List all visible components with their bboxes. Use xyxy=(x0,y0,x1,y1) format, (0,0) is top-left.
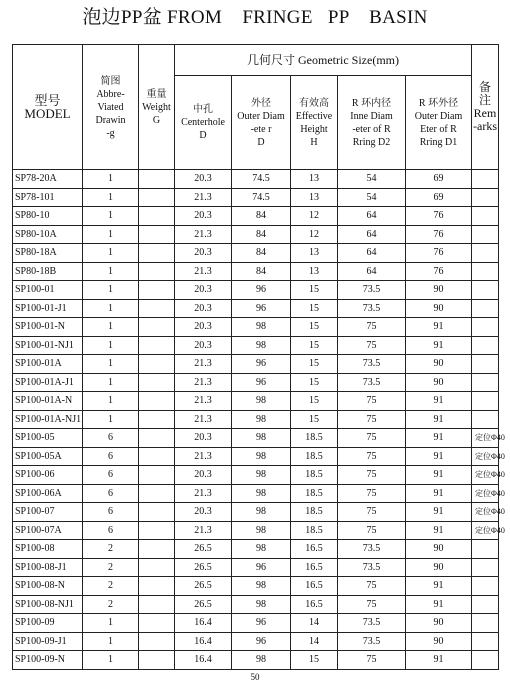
cell-model: SP100-07A xyxy=(13,521,83,540)
cell-r-ring-inner: 75 xyxy=(338,447,406,466)
cell-drawing: 1 xyxy=(83,262,139,281)
cell-effective-height: 12 xyxy=(291,207,338,226)
page-title: 泡边PP盆 FROM FRINGE PP BASIN xyxy=(82,7,428,28)
cell-r-ring-outer: 91 xyxy=(406,318,472,337)
cell-drawing: 6 xyxy=(83,521,139,540)
cell-outer-diameter: 98 xyxy=(232,392,291,411)
cell-centerhole: 26.5 xyxy=(175,577,232,596)
cell-r-ring-inner: 64 xyxy=(338,244,406,263)
cell-weight xyxy=(139,244,175,263)
cell-weight xyxy=(139,225,175,244)
cell-remarks xyxy=(472,632,499,651)
table-row xyxy=(13,447,499,466)
cell-outer-diameter: 98 xyxy=(232,503,291,522)
table-row xyxy=(13,262,499,281)
cell-drawing: 1 xyxy=(83,410,139,429)
table-row xyxy=(13,558,499,577)
cell-r-ring-inner: 75 xyxy=(338,318,406,337)
cell-remarks xyxy=(472,540,499,559)
cell-outer-diameter: 96 xyxy=(232,281,291,300)
cell-outer-diameter: 96 xyxy=(232,373,291,392)
cell-centerhole: 21.3 xyxy=(175,484,232,503)
cell-centerhole: 16.4 xyxy=(175,651,232,670)
header-model: 型号 MODEL xyxy=(13,45,83,170)
cell-effective-height: 15 xyxy=(291,392,338,411)
cell-outer-diameter: 74.5 xyxy=(232,188,291,207)
cell-centerhole: 20.3 xyxy=(175,429,232,448)
cell-drawing: 1 xyxy=(83,336,139,355)
cell-remarks: 定位Φ40 xyxy=(472,503,499,522)
cell-centerhole: 20.3 xyxy=(175,503,232,522)
table-row xyxy=(13,336,499,355)
cell-drawing: 1 xyxy=(83,318,139,337)
cell-effective-height: 13 xyxy=(291,188,338,207)
cell-outer-diameter: 98 xyxy=(232,447,291,466)
cell-centerhole: 20.3 xyxy=(175,244,232,263)
header-effective-height: 有效高 Effective Height H xyxy=(291,76,338,170)
cell-effective-height: 15 xyxy=(291,410,338,429)
cell-model: SP100-01-N xyxy=(13,318,83,337)
spec-table xyxy=(12,44,505,670)
cell-remarks xyxy=(472,373,499,392)
cell-remarks xyxy=(472,651,499,670)
cell-r-ring-inner: 73.5 xyxy=(338,281,406,300)
cell-r-ring-inner: 75 xyxy=(338,484,406,503)
cell-drawing: 2 xyxy=(83,595,139,614)
cell-r-ring-outer: 90 xyxy=(406,558,472,577)
cell-model: SP100-08 xyxy=(13,540,83,559)
cell-r-ring-inner: 54 xyxy=(338,188,406,207)
cell-r-ring-outer: 90 xyxy=(406,614,472,633)
cell-outer-diameter: 96 xyxy=(232,299,291,318)
cell-model: SP100-09-N xyxy=(13,651,83,670)
cell-r-ring-outer: 76 xyxy=(406,207,472,226)
cell-weight xyxy=(139,336,175,355)
cell-weight xyxy=(139,577,175,596)
cell-remarks: 定位Φ40 xyxy=(472,429,499,448)
cell-r-ring-outer: 90 xyxy=(406,632,472,651)
cell-r-ring-outer: 91 xyxy=(406,484,472,503)
header-r-ring-outer: R 环外径 Outer Diam Eter of R Rring D1 xyxy=(406,76,472,170)
cell-r-ring-inner: 73.5 xyxy=(338,558,406,577)
cell-centerhole: 21.3 xyxy=(175,392,232,411)
cell-r-ring-inner: 54 xyxy=(338,170,406,189)
cell-r-ring-outer: 91 xyxy=(406,577,472,596)
cell-remarks: 定位Φ40 xyxy=(472,521,499,540)
cell-remarks: 定位Φ40 xyxy=(472,447,499,466)
cell-drawing: 1 xyxy=(83,392,139,411)
cell-r-ring-inner: 75 xyxy=(338,466,406,485)
cell-outer-diameter: 96 xyxy=(232,614,291,633)
cell-r-ring-outer: 91 xyxy=(406,466,472,485)
table-row xyxy=(13,503,499,522)
table-row xyxy=(13,170,499,189)
cell-model: SP100-07 xyxy=(13,503,83,522)
cell-r-ring-outer: 90 xyxy=(406,281,472,300)
header-r-ring-inner: R 环内径 Inne Diam -eter of R Rring D2 xyxy=(338,76,406,170)
cell-r-ring-inner: 75 xyxy=(338,336,406,355)
cell-remarks xyxy=(472,207,499,226)
header-geometric-size: 几何尺寸 Geometric Size(mm) xyxy=(175,45,472,76)
cell-model: SP80-18A xyxy=(13,244,83,263)
cell-drawing: 1 xyxy=(83,299,139,318)
cell-centerhole: 20.3 xyxy=(175,336,232,355)
cell-drawing: 2 xyxy=(83,558,139,577)
cell-weight xyxy=(139,447,175,466)
table-row xyxy=(13,373,499,392)
cell-centerhole: 20.3 xyxy=(175,281,232,300)
cell-weight xyxy=(139,373,175,392)
cell-weight xyxy=(139,614,175,633)
cell-r-ring-outer: 91 xyxy=(406,410,472,429)
cell-model: SP78-20A xyxy=(13,170,83,189)
cell-r-ring-inner: 64 xyxy=(338,207,406,226)
cell-remarks xyxy=(472,262,499,281)
cell-r-ring-inner: 75 xyxy=(338,503,406,522)
cell-outer-diameter: 98 xyxy=(232,318,291,337)
cell-r-ring-outer: 69 xyxy=(406,188,472,207)
cell-outer-diameter: 84 xyxy=(232,244,291,263)
cell-weight xyxy=(139,318,175,337)
cell-centerhole: 21.3 xyxy=(175,410,232,429)
cell-drawing: 6 xyxy=(83,466,139,485)
table-row xyxy=(13,429,499,448)
cell-outer-diameter: 98 xyxy=(232,595,291,614)
cell-centerhole: 20.3 xyxy=(175,318,232,337)
cell-drawing: 6 xyxy=(83,484,139,503)
cell-weight xyxy=(139,281,175,300)
cell-effective-height: 18.5 xyxy=(291,447,338,466)
cell-model: SP78-101 xyxy=(13,188,83,207)
cell-r-ring-outer: 91 xyxy=(406,336,472,355)
header-drawing: 简图 Abbre- Viated Drawin -g xyxy=(83,45,139,170)
cell-model: SP100-01A-N xyxy=(13,392,83,411)
cell-r-ring-inner: 73.5 xyxy=(338,614,406,633)
cell-effective-height: 12 xyxy=(291,225,338,244)
cell-centerhole: 21.3 xyxy=(175,521,232,540)
cell-effective-height: 15 xyxy=(291,373,338,392)
cell-outer-diameter: 84 xyxy=(232,207,291,226)
cell-centerhole: 21.3 xyxy=(175,447,232,466)
page-number: 50 xyxy=(250,672,260,682)
cell-remarks xyxy=(472,336,499,355)
cell-remarks: 定位Φ40 xyxy=(472,484,499,503)
cell-r-ring-outer: 90 xyxy=(406,355,472,374)
cell-effective-height: 18.5 xyxy=(291,429,338,448)
cell-r-ring-outer: 76 xyxy=(406,225,472,244)
cell-centerhole: 20.3 xyxy=(175,466,232,485)
cell-model: SP80-10 xyxy=(13,207,83,226)
cell-model: SP100-08-NJ1 xyxy=(13,595,83,614)
cell-drawing: 1 xyxy=(83,614,139,633)
cell-weight xyxy=(139,503,175,522)
cell-centerhole: 21.3 xyxy=(175,373,232,392)
header-remarks: 备 注 Rem -arks xyxy=(472,45,499,170)
cell-remarks xyxy=(472,225,499,244)
cell-r-ring-inner: 75 xyxy=(338,577,406,596)
cell-effective-height: 15 xyxy=(291,651,338,670)
cell-outer-diameter: 98 xyxy=(232,429,291,448)
table-row xyxy=(13,281,499,300)
cell-outer-diameter: 98 xyxy=(232,651,291,670)
cell-model: SP80-10A xyxy=(13,225,83,244)
cell-r-ring-outer: 69 xyxy=(406,170,472,189)
cell-model: SP100-01-J1 xyxy=(13,299,83,318)
cell-effective-height: 14 xyxy=(291,614,338,633)
cell-effective-height: 18.5 xyxy=(291,503,338,522)
table-row xyxy=(13,207,499,226)
cell-outer-diameter: 84 xyxy=(232,225,291,244)
cell-remarks xyxy=(472,614,499,633)
cell-effective-height: 16.5 xyxy=(291,577,338,596)
cell-centerhole: 26.5 xyxy=(175,540,232,559)
cell-weight xyxy=(139,392,175,411)
cell-remarks xyxy=(472,355,499,374)
cell-r-ring-inner: 73.5 xyxy=(338,632,406,651)
cell-effective-height: 16.5 xyxy=(291,540,338,559)
cell-centerhole: 20.3 xyxy=(175,170,232,189)
cell-weight xyxy=(139,540,175,559)
cell-effective-height: 13 xyxy=(291,170,338,189)
cell-drawing: 6 xyxy=(83,429,139,448)
cell-drawing: 1 xyxy=(83,651,139,670)
cell-effective-height: 15 xyxy=(291,336,338,355)
cell-r-ring-outer: 91 xyxy=(406,595,472,614)
cell-effective-height: 15 xyxy=(291,299,338,318)
cell-centerhole: 16.4 xyxy=(175,614,232,633)
cell-r-ring-inner: 64 xyxy=(338,225,406,244)
cell-centerhole: 21.3 xyxy=(175,225,232,244)
cell-weight xyxy=(139,207,175,226)
cell-outer-diameter: 84 xyxy=(232,262,291,281)
cell-centerhole: 20.3 xyxy=(175,207,232,226)
cell-r-ring-inner: 75 xyxy=(338,595,406,614)
cell-centerhole: 26.5 xyxy=(175,558,232,577)
table-body xyxy=(13,170,505,670)
table-row xyxy=(13,392,499,411)
cell-effective-height: 18.5 xyxy=(291,484,338,503)
table-row xyxy=(13,521,499,540)
cell-drawing: 1 xyxy=(83,355,139,374)
cell-effective-height: 15 xyxy=(291,281,338,300)
cell-drawing: 2 xyxy=(83,540,139,559)
cell-centerhole: 21.3 xyxy=(175,355,232,374)
cell-remarks xyxy=(472,577,499,596)
cell-r-ring-inner: 75 xyxy=(338,521,406,540)
cell-drawing: 1 xyxy=(83,373,139,392)
cell-drawing: 1 xyxy=(83,632,139,651)
table-row xyxy=(13,595,499,614)
cell-r-ring-inner: 73.5 xyxy=(338,355,406,374)
cell-weight xyxy=(139,466,175,485)
cell-centerhole: 26.5 xyxy=(175,595,232,614)
cell-remarks xyxy=(472,410,499,429)
cell-weight xyxy=(139,299,175,318)
cell-r-ring-inner: 75 xyxy=(338,410,406,429)
cell-model: SP80-18B xyxy=(13,262,83,281)
cell-r-ring-inner: 75 xyxy=(338,392,406,411)
table-row xyxy=(13,299,499,318)
cell-model: SP100-01A-NJ1 xyxy=(13,410,83,429)
cell-weight xyxy=(139,521,175,540)
cell-outer-diameter: 96 xyxy=(232,355,291,374)
cell-drawing: 6 xyxy=(83,447,139,466)
cell-r-ring-inner: 75 xyxy=(338,651,406,670)
cell-weight xyxy=(139,410,175,429)
cell-r-ring-outer: 76 xyxy=(406,244,472,263)
cell-model: SP100-08-N xyxy=(13,577,83,596)
cell-remarks xyxy=(472,299,499,318)
cell-model: SP100-01A xyxy=(13,355,83,374)
cell-r-ring-outer: 91 xyxy=(406,447,472,466)
cell-model: SP100-01A-J1 xyxy=(13,373,83,392)
cell-outer-diameter: 98 xyxy=(232,466,291,485)
cell-centerhole: 20.3 xyxy=(175,299,232,318)
cell-drawing: 1 xyxy=(83,225,139,244)
cell-outer-diameter: 98 xyxy=(232,336,291,355)
cell-outer-diameter: 74.5 xyxy=(232,170,291,189)
cell-weight xyxy=(139,632,175,651)
cell-drawing: 1 xyxy=(83,170,139,189)
cell-r-ring-inner: 75 xyxy=(338,429,406,448)
cell-weight xyxy=(139,595,175,614)
cell-effective-height: 14 xyxy=(291,632,338,651)
cell-r-ring-inner: 73.5 xyxy=(338,540,406,559)
cell-model: SP100-09-J1 xyxy=(13,632,83,651)
table-row xyxy=(13,614,499,633)
header-centerhole: 中孔 Centerhole D xyxy=(175,76,232,170)
cell-model: SP100-06A xyxy=(13,484,83,503)
cell-effective-height: 18.5 xyxy=(291,521,338,540)
cell-remarks xyxy=(472,318,499,337)
cell-r-ring-inner: 73.5 xyxy=(338,373,406,392)
table-row xyxy=(13,355,499,374)
cell-r-ring-inner: 73.5 xyxy=(338,299,406,318)
cell-r-ring-outer: 91 xyxy=(406,521,472,540)
cell-remarks xyxy=(472,281,499,300)
cell-effective-height: 13 xyxy=(291,262,338,281)
cell-effective-height: 15 xyxy=(291,355,338,374)
cell-r-ring-inner: 64 xyxy=(338,262,406,281)
table-row xyxy=(13,540,499,559)
cell-remarks xyxy=(472,595,499,614)
table-row xyxy=(13,484,499,503)
cell-outer-diameter: 98 xyxy=(232,410,291,429)
cell-weight xyxy=(139,170,175,189)
cell-effective-height: 18.5 xyxy=(291,466,338,485)
cell-r-ring-outer: 90 xyxy=(406,299,472,318)
cell-r-ring-outer: 91 xyxy=(406,392,472,411)
cell-centerhole: 16.4 xyxy=(175,632,232,651)
cell-remarks xyxy=(472,170,499,189)
cell-remarks xyxy=(472,392,499,411)
cell-remarks xyxy=(472,244,499,263)
cell-weight xyxy=(139,484,175,503)
table-row xyxy=(13,225,499,244)
table-row xyxy=(13,318,499,337)
cell-r-ring-outer: 90 xyxy=(406,373,472,392)
cell-weight xyxy=(139,651,175,670)
cell-model: SP100-05 xyxy=(13,429,83,448)
cell-model: SP100-09 xyxy=(13,614,83,633)
table-row xyxy=(13,651,499,670)
cell-effective-height: 15 xyxy=(291,318,338,337)
cell-r-ring-outer: 91 xyxy=(406,651,472,670)
cell-effective-height: 16.5 xyxy=(291,558,338,577)
cell-centerhole: 21.3 xyxy=(175,188,232,207)
cell-drawing: 1 xyxy=(83,188,139,207)
cell-outer-diameter: 96 xyxy=(232,632,291,651)
cell-model: SP100-01 xyxy=(13,281,83,300)
cell-outer-diameter: 98 xyxy=(232,521,291,540)
cell-weight xyxy=(139,262,175,281)
cell-weight xyxy=(139,188,175,207)
cell-outer-diameter: 98 xyxy=(232,577,291,596)
cell-remarks xyxy=(472,558,499,577)
cell-weight xyxy=(139,429,175,448)
cell-effective-height: 13 xyxy=(291,244,338,263)
header-outer-diameter: 外径 Outer Diam -ete r D xyxy=(232,76,291,170)
cell-r-ring-outer: 90 xyxy=(406,540,472,559)
cell-drawing: 6 xyxy=(83,503,139,522)
header-weight: 重量 Weight G xyxy=(139,45,175,170)
cell-r-ring-outer: 76 xyxy=(406,262,472,281)
table-row xyxy=(13,244,499,263)
cell-drawing: 2 xyxy=(83,577,139,596)
table-row xyxy=(13,410,499,429)
cell-drawing: 1 xyxy=(83,207,139,226)
cell-model: SP100-01-NJ1 xyxy=(13,336,83,355)
cell-drawing: 1 xyxy=(83,244,139,263)
cell-outer-diameter: 96 xyxy=(232,558,291,577)
cell-r-ring-outer: 91 xyxy=(406,429,472,448)
cell-weight xyxy=(139,355,175,374)
table-row xyxy=(13,632,499,651)
cell-centerhole: 21.3 xyxy=(175,262,232,281)
table-row xyxy=(13,466,499,485)
cell-outer-diameter: 98 xyxy=(232,540,291,559)
cell-r-ring-outer: 91 xyxy=(406,503,472,522)
cell-outer-diameter: 98 xyxy=(232,484,291,503)
cell-weight xyxy=(139,558,175,577)
table-row xyxy=(13,577,499,596)
cell-remarks: 定位Φ40 xyxy=(472,466,499,485)
cell-drawing: 1 xyxy=(83,281,139,300)
cell-model: SP100-08-J1 xyxy=(13,558,83,577)
cell-effective-height: 16.5 xyxy=(291,595,338,614)
cell-model: SP100-06 xyxy=(13,466,83,485)
cell-remarks xyxy=(472,188,499,207)
cell-model: SP100-05A xyxy=(13,447,83,466)
table-row xyxy=(13,188,499,207)
